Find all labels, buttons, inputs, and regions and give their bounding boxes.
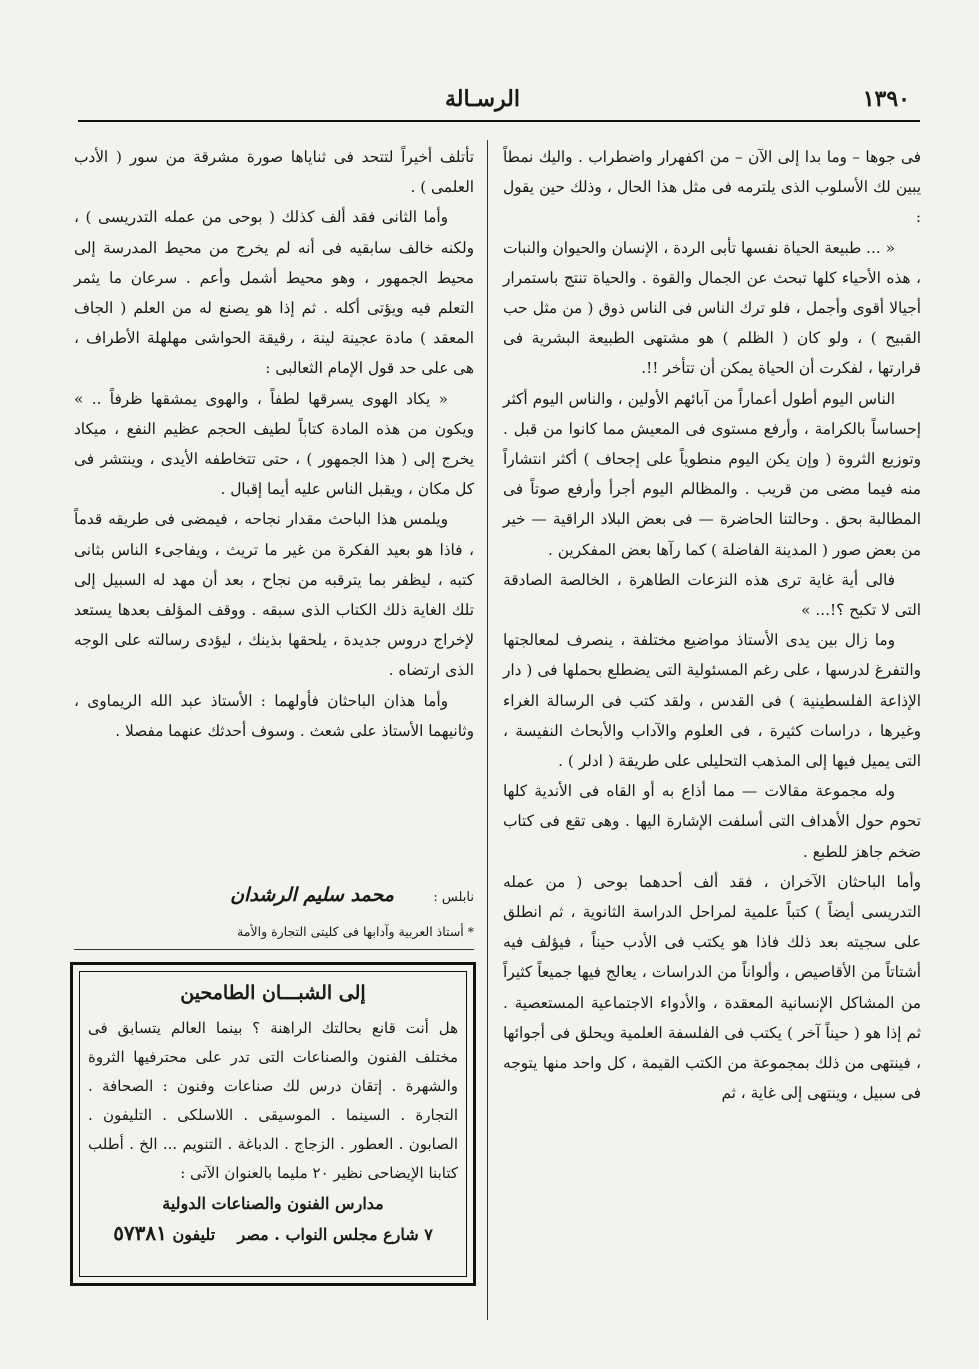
magazine-title: الرسـالة	[444, 86, 520, 112]
page-number: ١٣٩٠	[862, 86, 910, 112]
signature	[116, 882, 474, 922]
paragraph: الناس اليوم أطول أعماراً من آبائهم الأولين ، والناس اليوم أكثر إحساساً بالكرامة ، وأرفع مستوى فى المعيش مما كانوا من قبل . وتوزيع الثروة ( وإن يكن اليوم منطوياً على إجحاف ) أكثر انتشاراً منه فيما مضى من قريب . والمظالم اليوم أجرأ وأرفع صوتاً فى المطالبة بحق . وحالتنا الحاضرة — فى بعض البلاد الراقية — خير من بعض صور ( المدينة الفاضلة ) كما رآها بعض المفكرين .	[503, 389, 921, 559]
signature-place: نابلس :	[433, 890, 474, 905]
right-column	[503, 142, 921, 1109]
advertisement-inner	[79, 971, 467, 1277]
ad-address: ٧ شارع مجلس النواب . مصر	[237, 1225, 433, 1244]
paragraph: وما زال بين يدى الأستاذ مواضيع مختلفة ، ينصرف لمعالجتها والتفرغ لدرسها ، على رغم المسئولية التى يضطلع بحملها فى ( دار الإذاعة الفلسطينية ) فى القدس ، ولقد كتب فى الرسالة الغراء وغيرها ، دراسات كثيرة ، فى العلوم والآداب والأبحاث النفيسة ، التى يميل فيها إلى المذهب التحليلى على طريقة ( ادلر ) .	[503, 631, 921, 771]
paragraph: وله مجموعة مقالات — مما أذاع به أو القاه فى الأندية كلها تحوم حول الأهداف التى أسلفت الإشارة اليها . وهى تقع فى كتاب ضخم جاهز للطبع .	[503, 782, 921, 861]
ad-phone-number: ٥٧٣٨١	[113, 1221, 167, 1245]
ad-school-name: مدارس الفنون والصناعات الدولية	[162, 1194, 384, 1213]
paragraph: وأما هذان الباحثان فأولهما : الأستاذ عبد الله الريماوى ، وثانيهما الأستاذ على شعث . وسوف أحدثك عنهما مفصلا .	[74, 691, 474, 740]
footnote-rule	[74, 949, 474, 950]
footnote: * أستاذ العربية وآدابها فى كليتى التجارة والأمة	[237, 924, 474, 939]
header-rule	[78, 120, 920, 122]
page-header	[70, 86, 920, 122]
ad-address-line	[88, 1221, 458, 1245]
paragraph: تأتلف أخيراً لتتحد فى ثناياها صورة مشرقة من سور ( الأدب العلمى ) .	[74, 148, 474, 197]
paragraph: فى جوها – وما بدا إلى الآن – من اكفهرار واضطراب . واليك نمطاً يبين لك الأسلوب الذى يلترمه فى مثل هذا الحال ، وذلك حين يقول :	[503, 148, 921, 227]
paragraph: ويلمس هذا الباحث مقدار نجاحه ، فيمضى فى طريقه قدماً ، فاذا هو بعيد الفكرة من غير ما تريث ، ويفاجىء الناس بثانى كتبه ، ليظفر بما يترقبه من نجاح ، بعد أن مهد له السبيل إلى تلك الغاية ذلك الكتاب الذى سبقه . ووقف المؤلف بعدها يستعد لإخراج دروس جديدة ، يلحقها بذينك ، ليؤدى رسالته على الوجه الذى ارتضاه .	[74, 510, 474, 680]
paragraph: وأما الباحثان الآخران ، فقد ألف أحدهما بوحى ( من عمله التدريسى أيضاً ) كتباً علمية لمراحل الدراسة الثانوية ، ثم انطلق على سجيته بعد ذلك فاذا هو يكتب فى الأدب حيناً ، فيؤلف فيه أشتاتاً من الأقاصيص ، وألواناً من الدراسات ، يعالج فيها جميعاً كثيراً من المشاكل الإنسانية المعقدة ، والأدواء الاجتماعية المستعصية . ثم إذا هو ( حيناً آخر ) يكتب فى الفلسفة العلمية ويحلق فى أجوائها ، فينتهى من ذلك بمجموعة من الكتب القيمة ، كل واحد منها يتوجه فى سبيل ، وينتهى إلى غاية ، ثم	[503, 872, 921, 1103]
ad-heading: إلى الشبـــان الطامحين	[180, 982, 366, 1004]
ad-body: هل أنت قانع بحالتك الراهنة ؟ بينما العالم يتسابق فى مختلف الفنون والصناعات التى تدر على محترفيها الثروة والشهرة . إتقان درس لك صناعات وفنون : الصحافة . التجارة . السينما . الموسيقى . اللاسلكى . التليفون . الصابون . العطور . الزجاج . الدباغة . التنويم ... الخ . أطلب كتابنا الإيضاحى نظير ٢٠ مليما بالعنوان الآتى :	[88, 1019, 458, 1182]
paragraph: فالى أية غاية ترى هذه النزعات الطاهرة ، الخالصة الصادقة التى لا تكبح ؟!... »	[503, 570, 921, 620]
advertisement-box	[70, 962, 476, 1286]
ad-phone-label: تليفون	[172, 1225, 216, 1244]
paragraph: « يكاد الهوى يسرقها لطفاً ، والهوى يمشقها ظرفاً .. » ويكون من هذه المادة كتاباً لطيف الحجم عظيم النفع ، ميكاد يخرج إلى ( هذا الجمهور ) ، حتى تتخاطفه الأيدى ، وينتشر فى كل مكان ، ويقبل الناس عليه أيما إقبال .	[74, 389, 474, 499]
column-divider	[487, 140, 488, 1320]
paragraph: « ... طبيعة الحياة نفسها تأبى الردة ، الإنسان والحيوان والنبات ، هذه الأحياء كلها تبحث عن الجمال والقوة . والحياة تنتج باستمرار أجيالا أقوى وأجمل ، فلو ترك الناس فى الناس ذوق ( من مثل حب القبيح ) ، ولو كان ( الظلم ) هو مشتهى الطبيعة البشرية فى قرارتها ، لفكرت أن الحياة يمكن أن تتأخر !!.	[503, 238, 921, 378]
left-column	[74, 142, 474, 746]
paragraph: وأما الثانى فقد ألف كذلك ( بوحى من عمله التدريسى ) ، ولكنه خالف سابقيه فى أنه لم يخرج من محيط المدرسة إلى محيط الجمهور ، وهو محيط أشمل وأعم . سرعان ما يثمر التعلم فيه ويؤتى أكله . ثم إذا هو يصنع له من العلم ( الجاف المعقد ) مادة عجينة لينة ، رقيقة الحواشى مهلهلة الأطراف ، هى على حد قول الإمام الثعالبى :	[74, 208, 474, 378]
author-name: محمد سليم الرشدان	[230, 884, 394, 906]
